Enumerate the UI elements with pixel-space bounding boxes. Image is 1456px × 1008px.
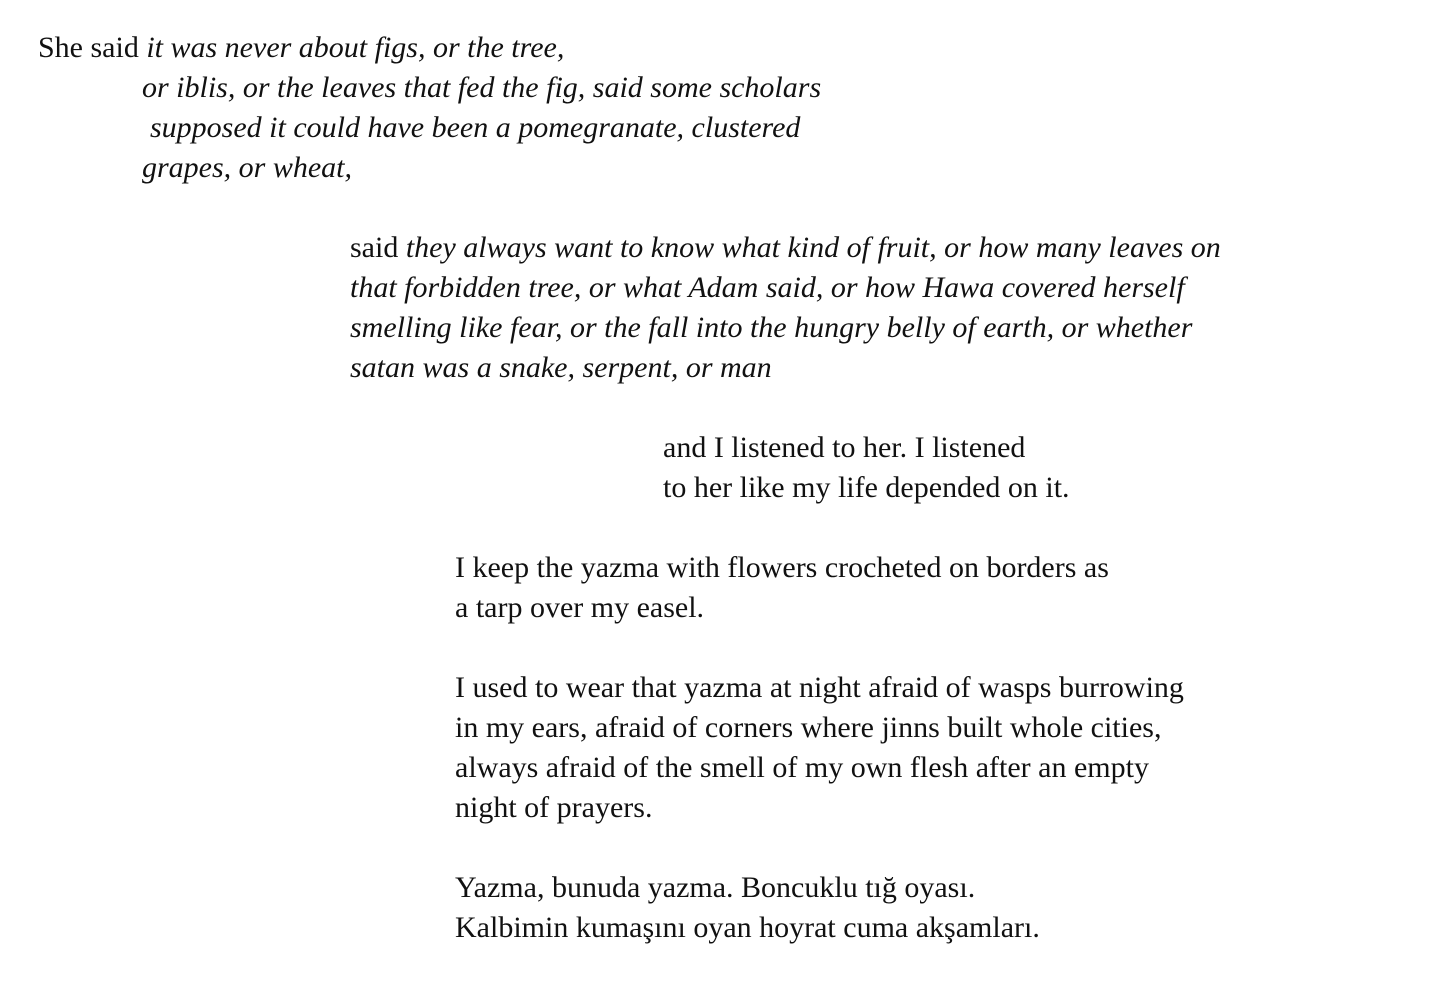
- poem-line: satan was a snake, serpent, or man: [350, 351, 772, 384]
- line-roman-text: said: [350, 231, 406, 264]
- poem-line: always afraid of the smell of my own flesh after an empty: [455, 751, 1149, 784]
- line-italic-text: they always want to know what kind of fruit, or how many leaves on: [405, 231, 1221, 264]
- poem-line: Kalbimin kumaşını oyan hoyrat cuma akşamları.: [455, 911, 1040, 944]
- poem-line: Yazma, bunuda yazma. Boncuklu tığ oyası.: [455, 871, 976, 904]
- poem-line: to her like my life depended on it.: [663, 471, 1070, 504]
- poem-line: [350, 228, 1221, 268]
- line-roman-text: She said: [38, 31, 147, 64]
- poem-line: smelling like fear, or the fall into the hungry belly of earth, or whether: [350, 311, 1193, 344]
- poem-line: in my ears, afraid of corners where jinns built whole cities,: [455, 711, 1162, 744]
- poem-line: grapes, or wheat,: [142, 151, 352, 184]
- poem-line: a tarp over my easel.: [455, 591, 705, 624]
- poem-line: night of prayers.: [455, 791, 653, 824]
- poem-line: that forbidden tree, or what Adam said, or how Hawa covered herself: [350, 271, 1185, 304]
- poem-line: I keep the yazma with flowers crocheted on borders as: [455, 551, 1109, 584]
- poem-line: supposed it could have been a pomegranate, clustered: [150, 111, 801, 144]
- line-italic-text: it was never about figs, or the tree,: [146, 31, 565, 64]
- poem-line: [38, 28, 564, 68]
- poem-line: I used to wear that yazma at night afraid of wasps burrowing: [455, 671, 1184, 704]
- poem-line: or iblis, or the leaves that fed the fig, said some scholars: [142, 71, 822, 104]
- poem-line: and I listened to her. I listened: [663, 431, 1026, 464]
